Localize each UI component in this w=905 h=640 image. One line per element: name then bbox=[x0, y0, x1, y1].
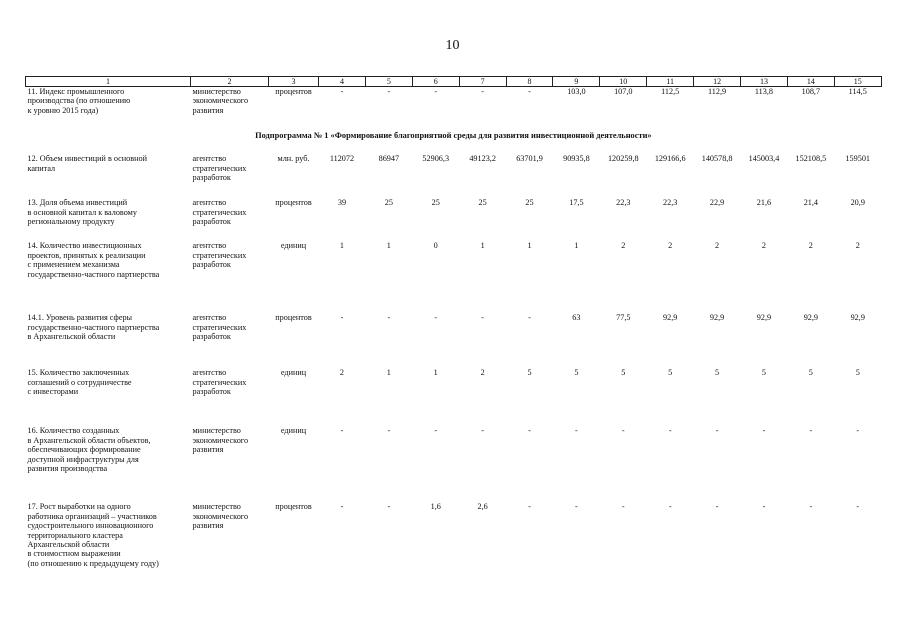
indicator-name: 14. Количество инвестиционных проектов, принятых к реализации с применением механизма государственно-частного партнерства bbox=[27, 241, 160, 279]
value-cell: - bbox=[434, 426, 438, 436]
subprogram-title: Подпрограмма № 1 «Формирование благоприятной среды для развития инвестиционной деятельности» bbox=[255, 131, 652, 140]
value-cell: 2 bbox=[621, 241, 626, 251]
value-cell: 1 bbox=[433, 368, 438, 378]
value-cell: 1 bbox=[480, 241, 485, 251]
value-cell: 63 bbox=[572, 313, 581, 323]
value-cell: 2 bbox=[715, 241, 720, 251]
subprogram-row bbox=[26, 125, 882, 154]
value-cell: - bbox=[340, 313, 344, 323]
indicator-name: 14.1. Уровень развития сферы государственно-частного партнерства в Архангельской области bbox=[27, 313, 160, 342]
column-number-cell: 14 bbox=[787, 77, 834, 87]
column-number-cell: 12 bbox=[694, 77, 741, 87]
column-number-cell: 13 bbox=[741, 77, 788, 87]
unit-of-measure: процентов bbox=[275, 198, 312, 208]
value-cell: - bbox=[715, 426, 719, 436]
value-cell: 5 bbox=[715, 368, 720, 378]
value-cell: 159501 bbox=[845, 154, 871, 164]
value-cell: 20,9 bbox=[850, 198, 865, 208]
value-cell: - bbox=[481, 87, 484, 96]
value-cell: - bbox=[340, 502, 344, 512]
value-cell: 39 bbox=[337, 198, 347, 208]
unit-of-measure: единиц bbox=[280, 241, 307, 251]
value-cell: 2 bbox=[808, 241, 813, 251]
value-cell: - bbox=[575, 502, 578, 512]
value-cell: 5 bbox=[621, 368, 626, 378]
value-cell: 2,6 bbox=[477, 502, 488, 512]
value-cell: 145003,4 bbox=[748, 154, 780, 164]
value-cell: 92,9 bbox=[663, 313, 678, 323]
value-cell: 140578,8 bbox=[701, 154, 733, 164]
value-cell: - bbox=[668, 426, 672, 436]
value-cell: 86947 bbox=[378, 154, 400, 164]
responsible-body: министерство экономического развития bbox=[192, 426, 249, 455]
column-number-cell: 4 bbox=[319, 77, 366, 87]
value-cell: - bbox=[715, 502, 719, 512]
value-cell: 5 bbox=[761, 368, 766, 378]
value-cell: - bbox=[621, 426, 625, 436]
indicator-name: 16. Количество созданных в Архангельской области объектов, обеспечивающих формирование доступной инфраструктуры для развития производства bbox=[27, 426, 151, 474]
value-cell: 90935,8 bbox=[563, 154, 590, 164]
column-number-cell: 9 bbox=[553, 77, 600, 87]
table-row bbox=[26, 426, 882, 502]
table-row bbox=[26, 198, 882, 241]
value-cell: - bbox=[481, 426, 484, 436]
value-cell: 112,9 bbox=[708, 87, 727, 96]
value-cell: - bbox=[856, 426, 860, 436]
value-cell: 21,4 bbox=[803, 198, 819, 208]
value-cell: 22,3 bbox=[663, 198, 678, 208]
value-cell: 5 bbox=[574, 368, 579, 378]
value-cell: - bbox=[528, 313, 531, 323]
responsible-body: агентство стратегических разработок bbox=[192, 198, 247, 227]
value-cell: 113,8 bbox=[754, 87, 774, 96]
unit-of-measure: процентов bbox=[275, 87, 312, 96]
column-number-cell: 8 bbox=[506, 77, 553, 87]
value-cell: 77,5 bbox=[616, 313, 631, 323]
value-cell: - bbox=[481, 313, 484, 323]
value-cell: 1 bbox=[386, 241, 391, 251]
value-cell: - bbox=[621, 502, 625, 512]
unit-of-measure: процентов bbox=[275, 502, 312, 512]
value-cell: - bbox=[340, 87, 344, 96]
value-cell: 5 bbox=[668, 368, 673, 378]
value-cell: 1,6 bbox=[430, 502, 441, 512]
indicator-name: 11. Индекс промышленного производства (по отношению к уровню 2015 года) bbox=[27, 87, 131, 115]
value-cell: 129166,6 bbox=[654, 154, 686, 164]
value-cell: 21,6 bbox=[756, 198, 772, 208]
value-cell: - bbox=[528, 502, 531, 512]
table-row bbox=[26, 313, 882, 368]
value-cell: 49123,2 bbox=[469, 154, 496, 164]
value-cell: - bbox=[387, 426, 391, 436]
value-cell: 92,9 bbox=[709, 313, 725, 323]
unit-of-measure: единиц bbox=[280, 426, 307, 436]
value-cell: - bbox=[575, 426, 578, 436]
page-number: 10 bbox=[445, 38, 460, 53]
column-number-cell: 6 bbox=[412, 77, 459, 87]
responsible-body: агентство стратегических разработок bbox=[192, 368, 247, 397]
responsible-body: агентство стратегических разработок bbox=[192, 154, 247, 183]
value-cell: 22,3 bbox=[616, 198, 631, 208]
column-number-cell: 5 bbox=[365, 77, 412, 87]
indicator-name: 15. Количество заключенных соглашений о сотрудничестве с инвесторами bbox=[27, 368, 132, 397]
column-number-row bbox=[26, 77, 882, 87]
value-cell: 2 bbox=[480, 368, 485, 378]
value-cell: 1 bbox=[527, 241, 532, 251]
value-cell: 92,9 bbox=[850, 313, 865, 323]
value-cell: 5 bbox=[527, 368, 532, 378]
responsible-body: министерство экономического развития bbox=[192, 502, 249, 531]
column-number-cell: 15 bbox=[834, 77, 881, 87]
value-cell: 108,7 bbox=[801, 87, 821, 96]
value-cell: 22,9 bbox=[709, 198, 725, 208]
value-cell: 2 bbox=[855, 241, 860, 251]
value-cell: 17,5 bbox=[569, 198, 584, 208]
value-cell: - bbox=[809, 502, 813, 512]
value-cell: 1 bbox=[574, 241, 579, 251]
column-number-cell: 2 bbox=[191, 77, 269, 87]
value-cell: 152108,5 bbox=[795, 154, 827, 164]
indicator-name: 17. Рост выработки на одного работника организаций – участников судостроительного инновационного территориального кластера Архангельской области в стоимостном выражении (по отношению к предыдущему году) bbox=[27, 502, 159, 568]
table-row bbox=[26, 87, 882, 126]
value-cell: 92,9 bbox=[803, 313, 819, 323]
table-row bbox=[26, 502, 882, 582]
value-cell: 25 bbox=[525, 198, 534, 208]
column-number-cell: 7 bbox=[459, 77, 506, 87]
value-cell: - bbox=[528, 426, 531, 436]
indicator-table bbox=[25, 76, 882, 582]
responsible-body: агентство стратегических разработок bbox=[192, 313, 247, 342]
value-cell: - bbox=[387, 502, 391, 512]
column-number-cell: 1 bbox=[26, 77, 191, 87]
value-cell: 25 bbox=[384, 198, 393, 208]
column-number-cell: 10 bbox=[600, 77, 647, 87]
value-cell: - bbox=[387, 87, 391, 96]
value-cell: 63701,9 bbox=[516, 154, 543, 164]
value-cell: 112,5 bbox=[661, 87, 680, 96]
value-cell: 92,9 bbox=[756, 313, 772, 323]
indicator-name: 12. Объем инвестиций в основной капитал bbox=[27, 154, 147, 173]
indicator-name: 13. Доля объема инвестиций в основной капитал к валовому региональному продукту bbox=[27, 198, 137, 227]
responsible-body: агентство стратегических разработок bbox=[192, 241, 247, 270]
value-cell: 52906,3 bbox=[422, 154, 450, 164]
value-cell: - bbox=[528, 87, 531, 96]
table-row bbox=[26, 241, 882, 313]
column-number-cell: 11 bbox=[647, 77, 694, 87]
value-cell: 2 bbox=[761, 241, 766, 251]
value-cell: - bbox=[762, 426, 766, 436]
value-cell: 114,5 bbox=[848, 87, 867, 96]
value-cell: - bbox=[434, 87, 438, 96]
responsible-body: министерство экономического развития bbox=[192, 87, 249, 115]
value-cell: - bbox=[762, 502, 766, 512]
value-cell: 103,0 bbox=[567, 87, 586, 96]
value-cell: 2 bbox=[668, 241, 673, 251]
unit-of-measure: млн. руб. bbox=[277, 154, 310, 164]
unit-of-measure: процентов bbox=[275, 313, 312, 323]
value-cell: 1 bbox=[386, 368, 391, 378]
value-cell: - bbox=[340, 426, 344, 436]
value-cell: - bbox=[434, 313, 438, 323]
unit-of-measure: единиц bbox=[280, 368, 307, 378]
column-number-cell: 3 bbox=[269, 77, 319, 87]
table-row bbox=[26, 154, 882, 198]
value-cell: 0 bbox=[433, 241, 438, 251]
value-cell: - bbox=[668, 502, 672, 512]
value-cell: 107,0 bbox=[614, 87, 633, 96]
value-cell: 112072 bbox=[329, 154, 355, 164]
table-row bbox=[26, 368, 882, 426]
value-cell: 120259,8 bbox=[607, 154, 639, 164]
value-cell: - bbox=[809, 426, 813, 436]
value-cell: - bbox=[387, 313, 391, 323]
value-cell: 1 bbox=[339, 241, 344, 251]
value-cell: 5 bbox=[808, 368, 813, 378]
value-cell: - bbox=[856, 502, 860, 512]
value-cell: 5 bbox=[855, 368, 860, 378]
value-cell: 25 bbox=[478, 198, 487, 208]
value-cell: 25 bbox=[431, 198, 440, 208]
value-cell: 2 bbox=[339, 368, 344, 378]
